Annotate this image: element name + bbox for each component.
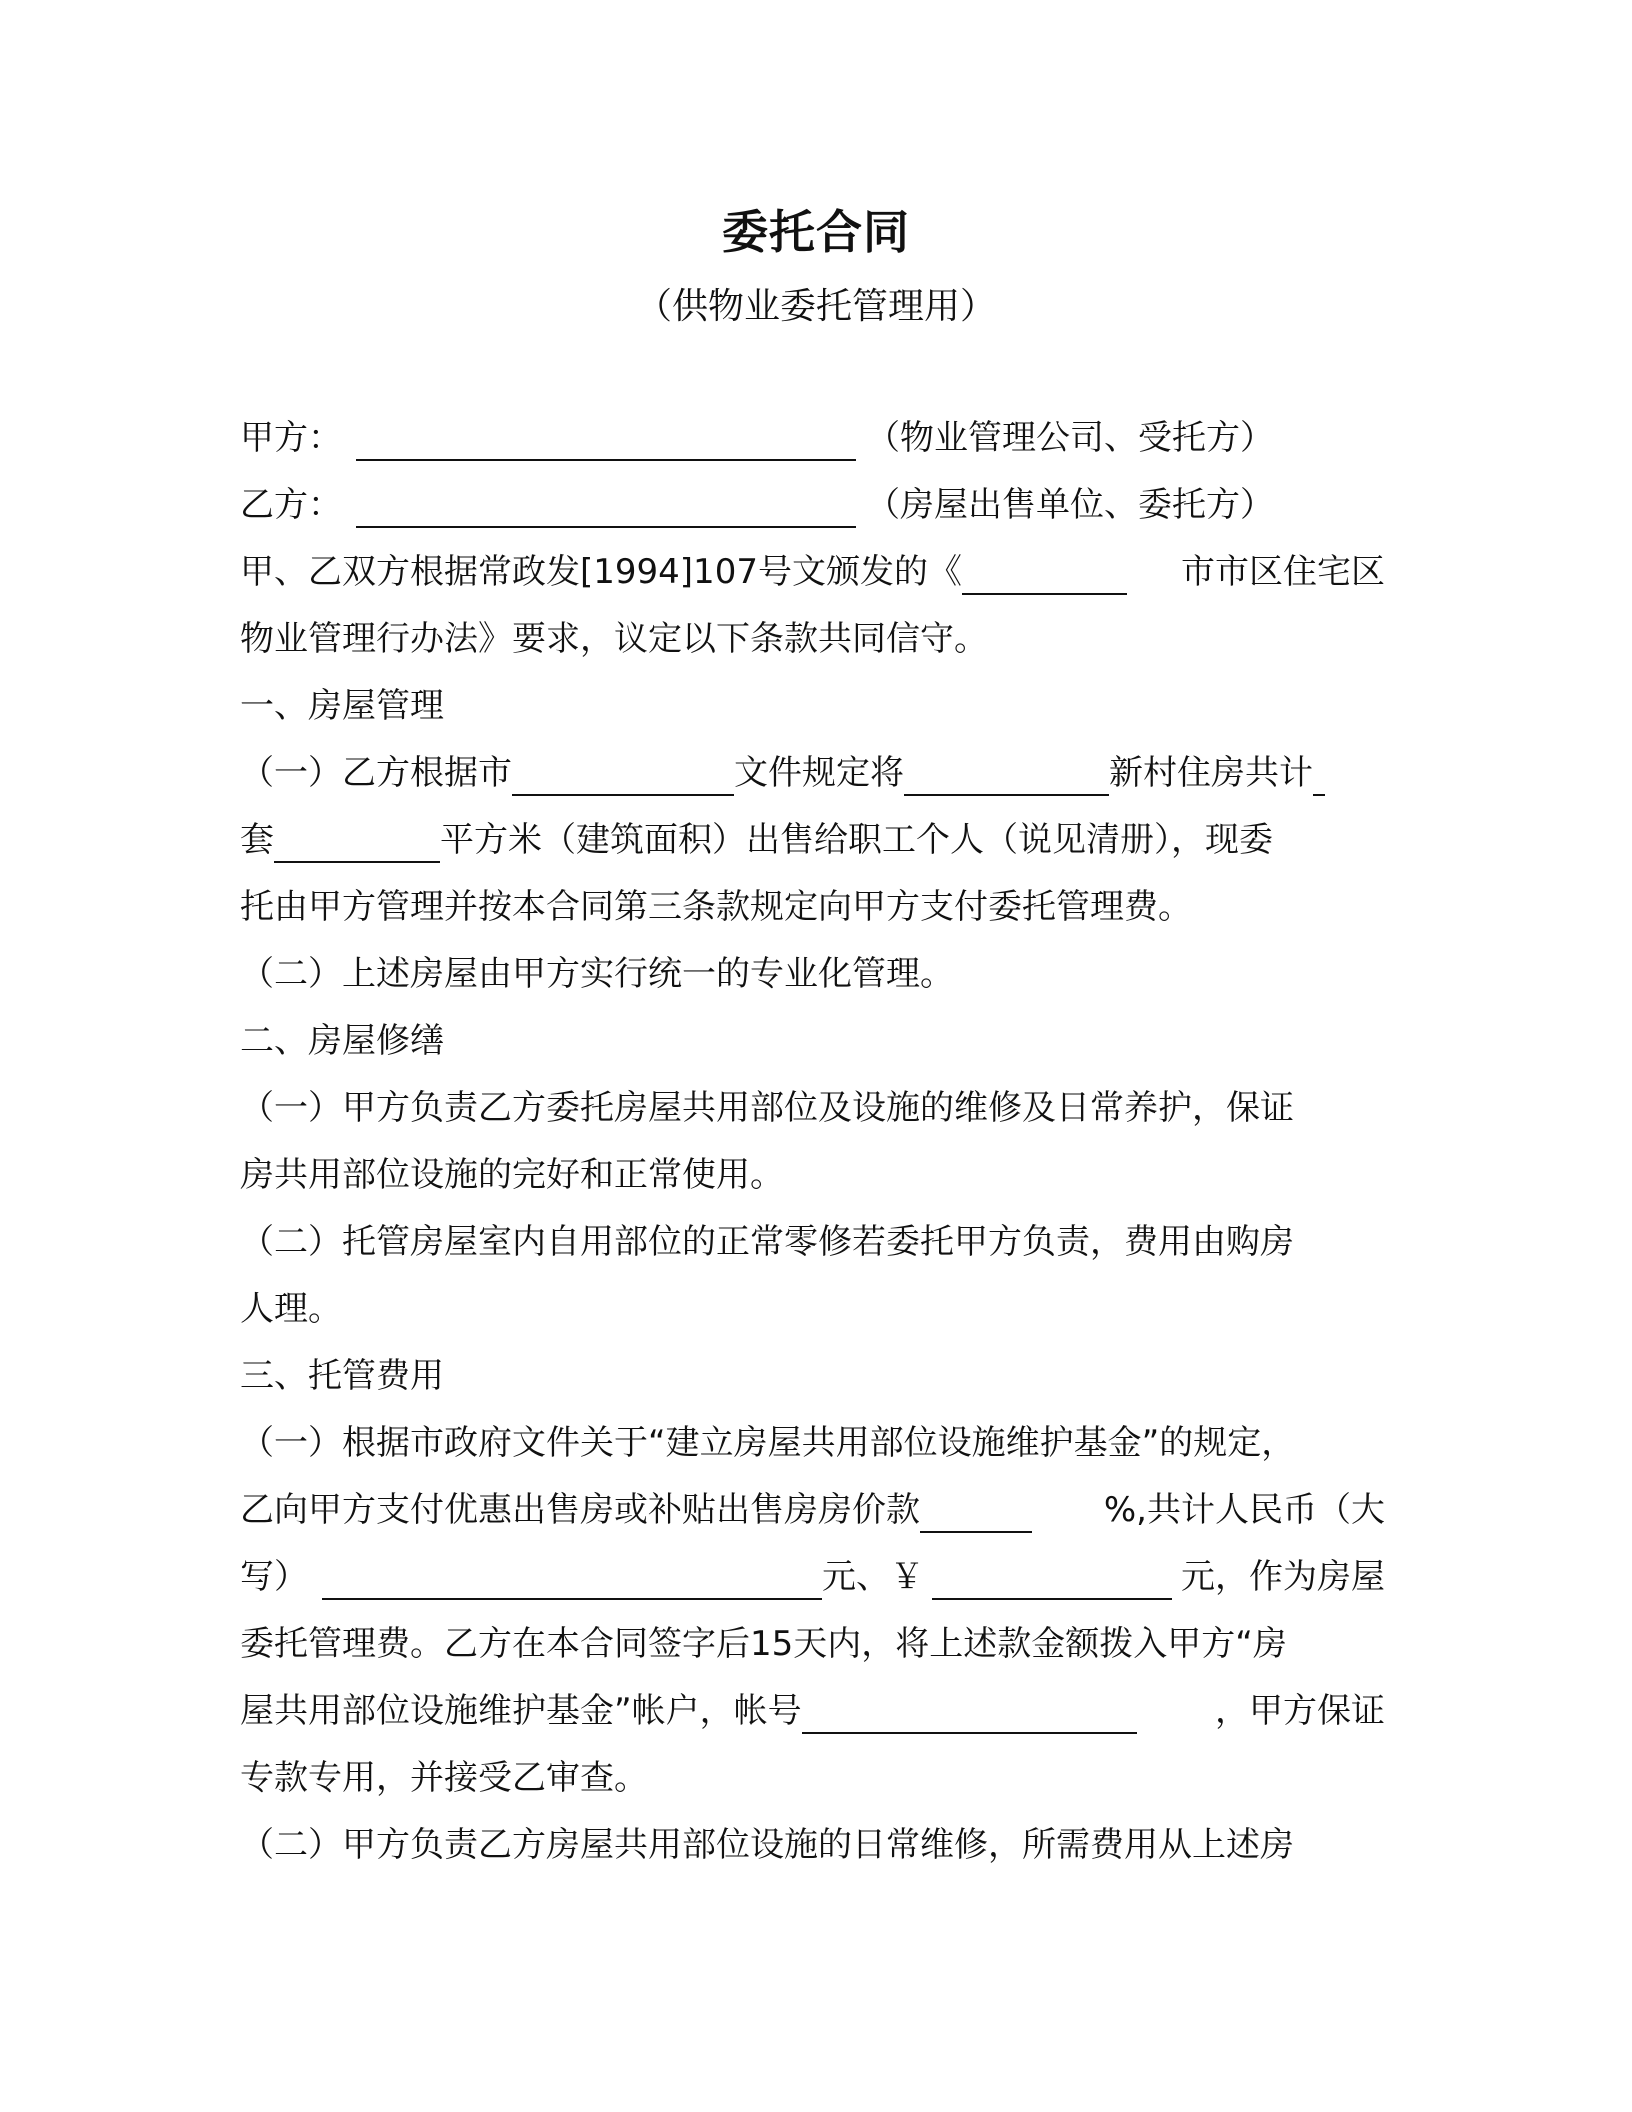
section-3-item-1-line-2 [240, 1477, 1385, 1544]
s3-item1-line2b: %,共计人民币（大 [1103, 1490, 1385, 1530]
intro-line-1 [240, 539, 1385, 606]
intro-text-2: 市市区住宅区 [1181, 552, 1385, 592]
intro-line-2: 物业管理行办法》要求，议定以下条款共同信守。 [240, 619, 988, 659]
s3-item1-line5b: ，甲方保证 [1215, 1691, 1385, 1731]
s3-item1-line3c: 元，作为房屋 [1181, 1557, 1385, 1597]
city-blank[interactable] [962, 549, 1127, 595]
section-1-item-1-line-3: 托由甲方管理并按本合同第三条款规定向甲方支付委托管理费。 [240, 887, 1192, 927]
section-2-heading: 二、房屋修缮 [240, 1021, 444, 1061]
section-3-item-1-line-5 [240, 1678, 1385, 1745]
section-1-item-1-line-1 [240, 740, 1385, 807]
section-2-item-2-line-2: 人理。 [240, 1289, 342, 1329]
s1-item1-a: （一）乙方根据市 [240, 753, 512, 793]
party-a-role: （物业管理公司、受托方） [866, 418, 1274, 458]
document-subtitle: （供物业委托管理用） [635, 286, 996, 327]
section-1-item-1-line-2 [240, 807, 1385, 874]
party-a-blank[interactable] [356, 415, 856, 461]
party-b-label: 乙方： [240, 485, 342, 525]
s1-item1-e: 平方米（建筑面积）出售给职工个人（说见清册），现委 [440, 820, 1273, 860]
section-3-heading: 三、托管费用 [240, 1356, 444, 1396]
section-2-item-2-line-1: （二）托管房屋室内自用部位的正常零修若委托甲方负责，费用由购房 [240, 1222, 1294, 1262]
section-3-item-1-line-4: 委托管理费。乙方在本合同签字后15天内，将上述款金额拨入甲方“房 [240, 1624, 1287, 1664]
section-3-item-1-line-1: （一）根据市政府文件关于“建立房屋共用部位设施维护基金”的规定， [240, 1423, 1296, 1463]
party-b-blank[interactable] [356, 482, 856, 528]
party-a-line [240, 405, 1385, 472]
section-2-item-1-line-1: （一）甲方负责乙方委托房屋共用部位及设施的维修及日常养护，保证 [240, 1088, 1294, 1128]
party-b-line [240, 472, 1385, 539]
section-3-item-1-line-6: 专款专用，并接受乙审查。 [240, 1758, 648, 1798]
s3-item1-line3a: 写） [240, 1557, 308, 1597]
s1-item1-b: 文件规定将 [734, 753, 904, 793]
s1-item1-d: 套 [240, 820, 274, 860]
section-3-item-1-line-3 [240, 1544, 1385, 1611]
percent-blank[interactable] [920, 1487, 1032, 1533]
section-1-item-2: （二）上述房屋由甲方实行统一的专业化管理。 [240, 954, 954, 994]
party-b-role: （房屋出售单位、委托方） [866, 485, 1274, 525]
area-blank[interactable] [274, 817, 440, 863]
section-3-item-2-line-1: （二）甲方负责乙方房屋共用部位设施的日常维修，所需费用从上述房 [240, 1825, 1294, 1865]
s1-item1-c: 新村住房共计 [1109, 753, 1313, 793]
amount-words-blank[interactable] [322, 1554, 822, 1600]
s3-item1-line3b: 元、￥ [822, 1557, 924, 1597]
section-1-heading: 一、房屋管理 [240, 686, 444, 726]
contract-body [240, 405, 1385, 1879]
unit-count-blank[interactable] [1313, 750, 1325, 796]
document-title: 委托合同 [722, 205, 910, 259]
party-a-label: 甲方： [240, 418, 342, 458]
amount-number-blank[interactable] [932, 1554, 1172, 1600]
intro-text-1: 甲、乙双方根据常政发[1994]107号文颁发的《 [240, 552, 962, 592]
s3-item1-line2a: 乙向甲方支付优惠出售房或补贴出售房房价款 [240, 1490, 920, 1530]
village-name-blank[interactable] [904, 750, 1109, 796]
s3-item1-line5a: 屋共用部位设施维护基金”帐户，帐号 [240, 1691, 802, 1731]
account-number-blank[interactable] [802, 1688, 1137, 1734]
section-2-item-1-line-2: 房共用部位设施的完好和正常使用。 [240, 1155, 784, 1195]
document-number-blank[interactable] [512, 750, 734, 796]
